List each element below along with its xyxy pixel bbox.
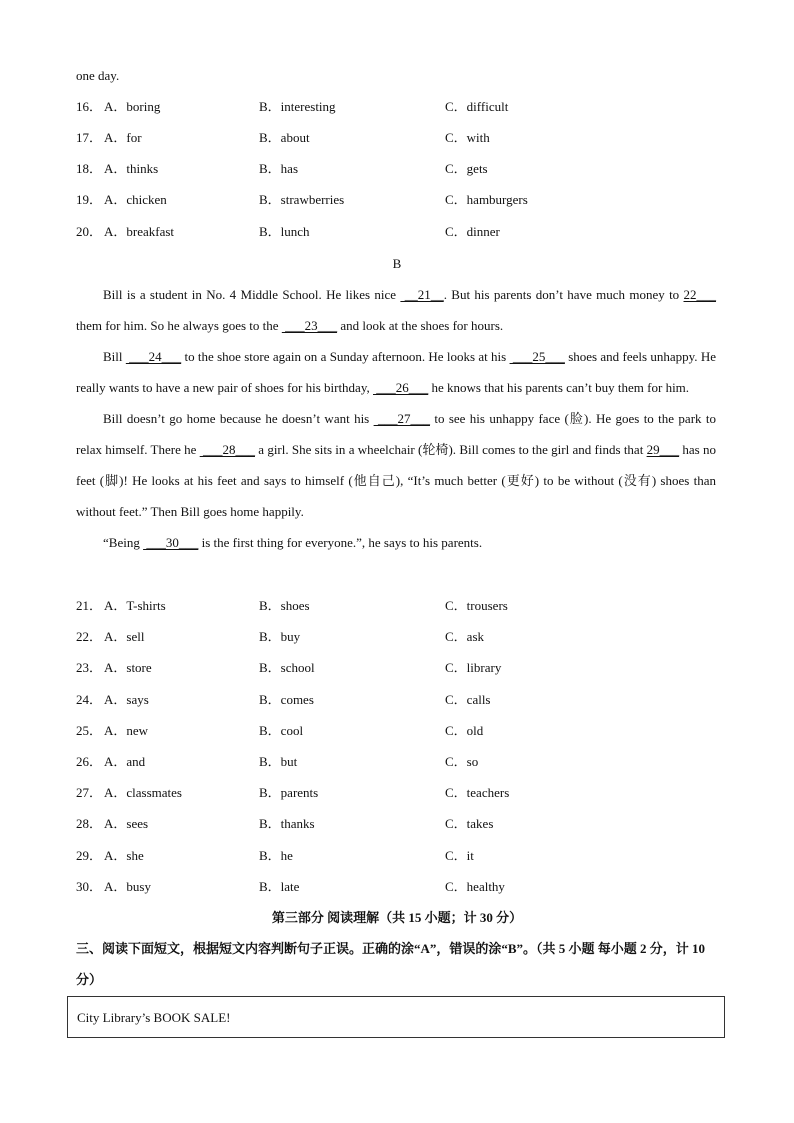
option-c: C．so xyxy=(445,754,479,769)
question-number: 17． xyxy=(76,130,103,145)
passage-text: Bill doesn’t go home because he doesn’t want his xyxy=(103,411,374,426)
option-c: C．difficult xyxy=(445,99,509,114)
passage-text: a girl. She sits in a wheelchair (轮椅). Bill comes to the girl and finds that xyxy=(254,442,647,457)
question-number: 25． xyxy=(76,723,103,738)
option-c: C．with xyxy=(445,130,490,145)
passage-text: Bill is a student in No. 4 Middle School. He likes nice xyxy=(103,287,401,302)
blank-27: ___27___ xyxy=(373,411,430,426)
option-a: A．sees xyxy=(104,816,149,831)
option-c: C．gets xyxy=(445,161,488,176)
passage-text: he knows that his parents can’t buy them for him. xyxy=(428,380,690,395)
question-18 xyxy=(76,160,716,178)
passage-b xyxy=(76,279,716,558)
passage-title: City Library’s BOOK SALE! xyxy=(77,1010,231,1025)
question-21 xyxy=(76,597,716,615)
passage-text: has no feet (脚)! He looks at his feet and says to himself (他自己), “It’s much better (更好) to be without (没有) shoes than without feet.” Then Bill goes home happily. xyxy=(76,442,716,519)
question-26 xyxy=(76,753,716,771)
blank-28: ___28___ xyxy=(199,442,255,457)
option-b: B．parents xyxy=(259,785,319,800)
passage-paragraph-3 xyxy=(76,403,716,527)
option-b: B．cool xyxy=(259,723,304,738)
blank-21: __21__ xyxy=(400,287,444,302)
question-28 xyxy=(76,815,716,833)
part-three-title: 第三部分 阅读理解（共 15 小题；计 30 分） xyxy=(271,910,523,925)
question-number: 16． xyxy=(76,99,103,114)
passage-text: “Being xyxy=(103,535,144,550)
option-a: A．and xyxy=(104,754,146,769)
question-20 xyxy=(76,223,716,241)
question-29 xyxy=(76,847,716,865)
question-19 xyxy=(76,191,716,209)
option-a: A．sell xyxy=(104,629,145,644)
section-b-heading: B xyxy=(392,256,402,271)
option-b: B．lunch xyxy=(259,224,310,239)
blank-26: ___26___ xyxy=(373,380,429,395)
option-a: A．for xyxy=(104,130,142,145)
question-23 xyxy=(76,659,716,677)
question-number: 28． xyxy=(76,816,103,831)
option-b: B．shoes xyxy=(259,598,310,613)
option-b: B．strawberries xyxy=(259,192,345,207)
option-a: A．she xyxy=(104,848,144,863)
question-number: 21． xyxy=(76,598,103,613)
option-c: C．ask xyxy=(445,629,485,644)
option-b: B．but xyxy=(259,754,298,769)
option-c: C．hamburgers xyxy=(445,192,528,207)
question-number: 26． xyxy=(76,754,103,769)
option-a: A．chicken xyxy=(104,192,167,207)
option-c: C．old xyxy=(445,723,484,738)
section-instruction: 三、阅读下面短文，根据短文内容判断句子正误。正确的涂“A”，错误的涂“B”。（共 5 小题 每小题 2 分，计 10 分） xyxy=(76,941,706,987)
option-c: C．library xyxy=(445,660,502,675)
passage-text: and look at the shoes for hours. xyxy=(337,318,504,333)
question-number: 29． xyxy=(76,848,103,863)
question-24 xyxy=(76,691,716,709)
option-a: A．says xyxy=(104,692,149,707)
blank-25: ___25___ xyxy=(509,349,565,364)
option-a: A．breakfast xyxy=(104,224,175,239)
question-number: 27． xyxy=(76,785,103,800)
passage-paragraph-2 xyxy=(76,341,716,403)
question-number: 18． xyxy=(76,161,103,176)
question-30 xyxy=(76,878,716,896)
option-c: C．trousers xyxy=(445,598,508,613)
question-number: 19． xyxy=(76,192,103,207)
question-17 xyxy=(76,129,716,147)
passage-text: to the shoe store again on a Sunday afternoon. He looks at his xyxy=(181,349,510,364)
option-a: A．T-shirts xyxy=(104,598,166,613)
option-a: A．classmates xyxy=(104,785,182,800)
option-b: B．late xyxy=(259,879,300,894)
blank-23: ___23___ xyxy=(281,318,338,333)
option-b: B．buy xyxy=(259,629,301,644)
question-number: 30． xyxy=(76,879,103,894)
option-c: C．it xyxy=(445,848,474,863)
option-c: C．calls xyxy=(445,692,491,707)
option-a: A．thinks xyxy=(104,161,159,176)
passage-text: them for him. So he always goes to the xyxy=(76,318,282,333)
question-27 xyxy=(76,784,716,802)
question-number: 23． xyxy=(76,660,103,675)
passage-paragraph-1 xyxy=(76,279,716,341)
option-b: B．thanks xyxy=(259,816,315,831)
option-c: C．healthy xyxy=(445,879,505,894)
blank-22: 22___ xyxy=(683,287,717,302)
question-25 xyxy=(76,722,716,740)
passage-text: . But his parents don’t have much money to xyxy=(443,287,684,302)
question-number: 24． xyxy=(76,692,103,707)
question-number: 22． xyxy=(76,629,103,644)
passage-text: Bill xyxy=(103,349,126,364)
question-22 xyxy=(76,628,716,646)
passage-text: is the first thing for everyone.”, he says to his parents. xyxy=(198,535,483,550)
option-b: B．school xyxy=(259,660,315,675)
blank-30: ___30___ xyxy=(143,535,199,550)
question-16 xyxy=(76,98,716,116)
option-a: A．busy xyxy=(104,879,151,894)
blank-24: ___24___ xyxy=(125,349,182,364)
option-b: B．interesting xyxy=(259,99,336,114)
top-fragment: one day. xyxy=(76,68,120,83)
passage-text: shoes and feels unhappy. He really wants to have a new pair of shoes for his birthday, xyxy=(76,349,717,395)
passage-text: to see his unhappy face (脸). He goes to the park to relax himself. There he xyxy=(76,411,716,457)
option-b: B．about xyxy=(259,130,310,145)
option-a: A．store xyxy=(104,660,152,675)
passage-paragraph-4 xyxy=(76,527,716,558)
option-c: C．takes xyxy=(445,816,494,831)
question-number: 20． xyxy=(76,224,103,239)
option-c: C．dinner xyxy=(445,224,500,239)
blank-29: 29___ xyxy=(646,442,680,457)
option-b: B．has xyxy=(259,161,299,176)
option-a: A．boring xyxy=(104,99,161,114)
option-c: C．teachers xyxy=(445,785,510,800)
option-a: A．new xyxy=(104,723,149,738)
option-b: B．comes xyxy=(259,692,314,707)
passage-title-box xyxy=(67,996,725,1038)
option-b: B．he xyxy=(259,848,293,863)
